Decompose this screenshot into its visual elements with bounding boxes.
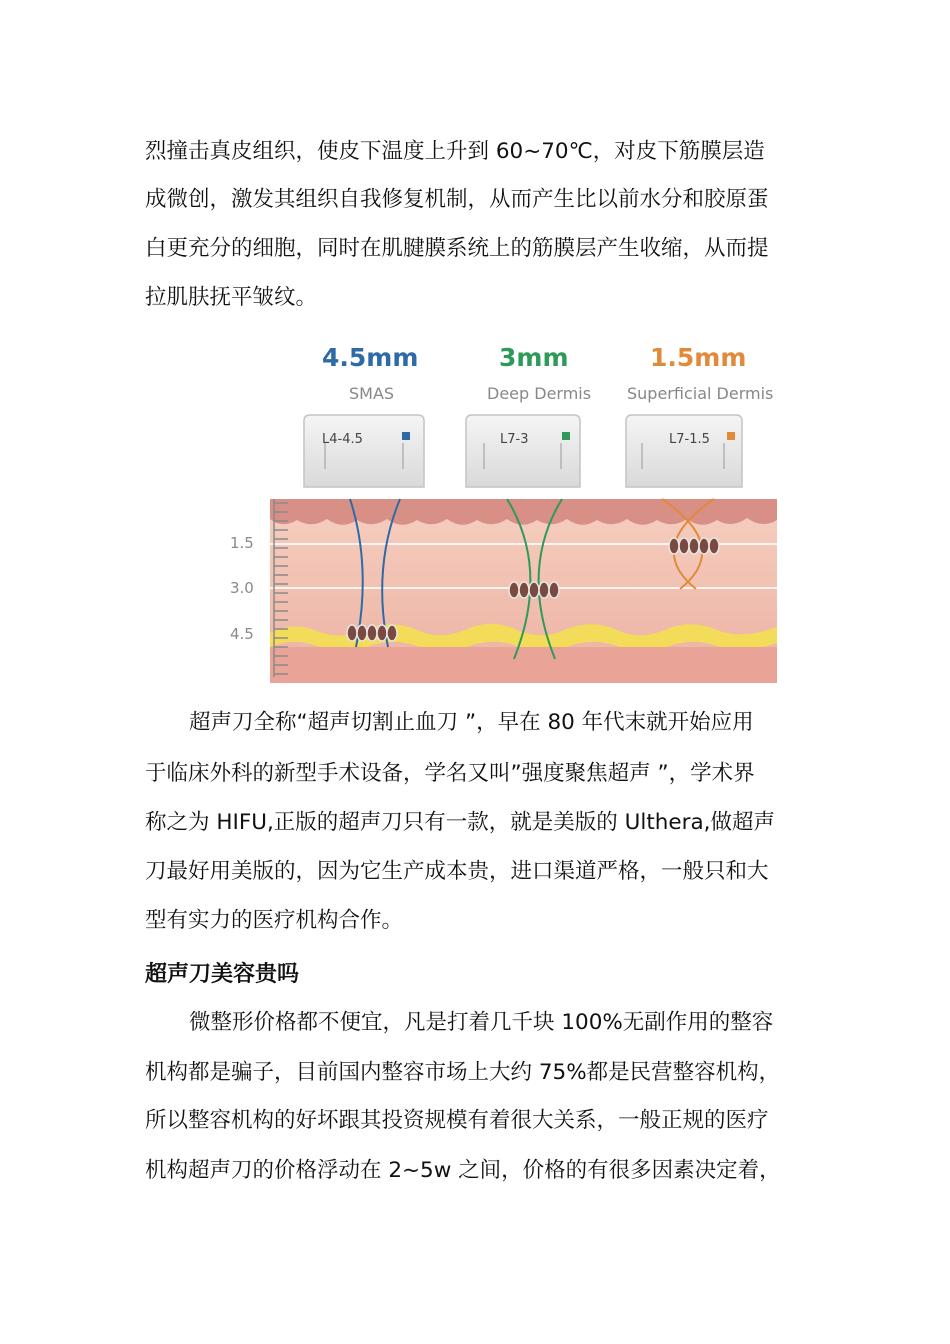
paragraph3-line-2: 机构都是骗子，目前国内整容市场上大约 75%都是民营整容机构， <box>145 1060 781 1085</box>
transducer-3-focal-points <box>669 538 719 554</box>
transducer-3-depth: 1.5mm <box>650 343 747 372</box>
paragraph1-line-3: 白更充分的细胞，同时在肌腱膜系统上的筋膜层产生收缩，从而提 <box>145 236 769 261</box>
transducer-1-model: L4-4.5 <box>322 432 363 447</box>
ultrasound-depth-figure <box>222 337 777 683</box>
transducer-1-layer: SMAS <box>349 384 395 403</box>
ultrasound-depth-illustration <box>222 337 777 683</box>
paragraph2-line-4: 刀最好用美版的，因为它生产成本贵，进口渠道严格，一般只和大 <box>145 859 769 884</box>
paragraph3-line-3: 所以整容机构的好坏跟其投资规模有着很大关系，一般正规的医疗 <box>145 1108 769 1133</box>
muscle-layer <box>270 647 777 683</box>
paragraph1-line-1: 烈撞击真皮组织，使皮下温度上升到 60~70℃，对皮下筋膜层造 <box>145 139 765 164</box>
transducer-2-model: L7-3 <box>500 432 529 447</box>
paragraph3-line-4: 机构超声刀的价格浮动在 2~5w 之间，价格的有很多因素决定着， <box>145 1158 781 1183</box>
transducer-3-layer: Superficial Dermis <box>627 384 774 403</box>
ruler-label-3-0: 3.0 <box>230 579 254 597</box>
transducer-2-depth: 3mm <box>499 343 569 372</box>
paragraph1-line-2: 成微创，激发其组织自我修复机制，从而产生比以前水分和胶原蛋 <box>145 187 769 212</box>
transducer-3-probe <box>626 415 742 487</box>
transducer-1-depth: 4.5mm <box>322 343 419 372</box>
transducer-1-focal-points <box>347 625 397 641</box>
paragraph2-line-5: 型有实力的医疗机构合作。 <box>145 908 404 933</box>
paragraph1-line-4: 拉肌肤抚平皱纹。 <box>145 285 318 310</box>
paragraph2-line-2: 于临床外科的新型手术设备，学名又叫”强度聚焦超声 ”，学术界 <box>145 761 755 786</box>
section-heading: 超声刀美容贵吗 <box>145 962 300 987</box>
transducer-2-focal-points <box>509 582 559 598</box>
transducer-1-probe <box>304 415 424 487</box>
skin-epidermis <box>270 499 777 525</box>
transducer-3-model: L7-1.5 <box>669 432 710 447</box>
transducer-2-probe <box>466 415 580 487</box>
paragraph3-line-1: 微整形价格都不便宜，凡是打着几千块 100%无副作用的整容 <box>189 1010 774 1035</box>
ruler-label-1-5: 1.5 <box>230 534 254 552</box>
paragraph2-line-1: 超声刀全称“超声切割止血刀 ”，早在 80 年代末就开始应用 <box>189 710 754 735</box>
paragraph2-line-3: 称之为 HIFU,正版的超声刀只有一款，就是美版的 Ulthera,做超声 <box>145 810 775 835</box>
transducer-2-layer: Deep Dermis <box>487 384 592 403</box>
ruler-label-4-5: 4.5 <box>230 625 254 643</box>
